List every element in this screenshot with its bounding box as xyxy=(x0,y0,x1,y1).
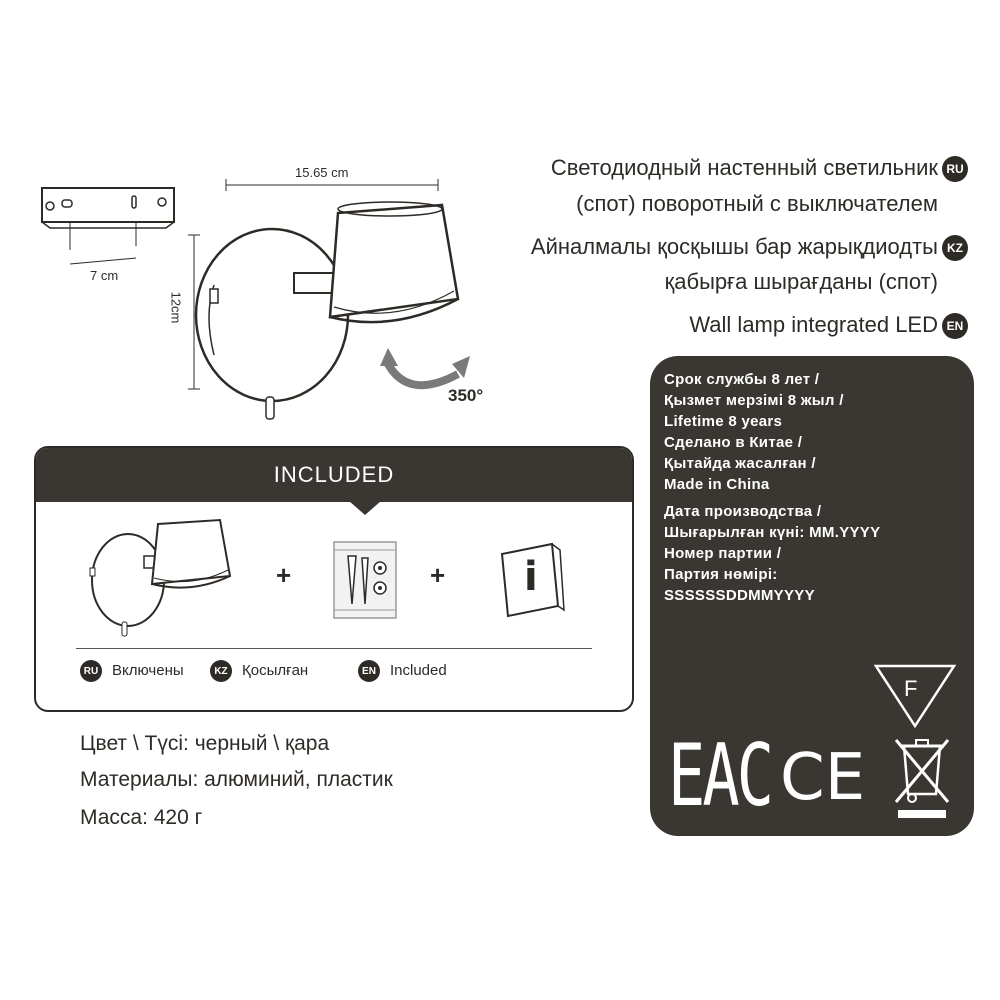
included-badge-ru: RU xyxy=(80,660,102,682)
panel-line-lifetime-en: Lifetime 8 years xyxy=(664,413,783,430)
included-label-ru: Включены xyxy=(112,662,184,679)
included-badge-kz: KZ xyxy=(210,660,232,682)
title-ru-line2: (спот) поворотный с выключателем xyxy=(576,191,938,216)
panel-line-batch-ru: Номер партии / xyxy=(664,545,782,562)
spec-materials: Материалы: алюминий, пластик xyxy=(80,768,393,791)
title-en-line1: Wall lamp integrated LED xyxy=(689,312,938,337)
panel-line-origin-ru: Сделано в Китае / xyxy=(664,434,803,451)
included-badge-en: EN xyxy=(358,660,380,682)
weee-bin-icon xyxy=(892,736,952,822)
included-box xyxy=(34,446,634,712)
title-kz-line1: Айналмалы қосқышы бар жарықдиодты xyxy=(530,234,938,259)
panel-line-origin-kz: Қытайда жасалған / xyxy=(664,455,816,472)
panel-line-batch-kz: Партия нөмірі: xyxy=(664,566,778,583)
title-kz-line2: қабырға шырағданы (спот) xyxy=(664,269,938,294)
panel-line-origin-en: Made in China xyxy=(664,476,770,493)
spec-color: Цвет \ Түсі: черный \ қара xyxy=(80,732,330,755)
included-label-en: Included xyxy=(390,662,447,679)
lamp-width-label: 15.65 cm xyxy=(295,165,349,180)
included-header-notch xyxy=(349,501,381,515)
plus-sign-2: + xyxy=(430,560,446,590)
panel-line-batch-format: SSSSSSDDMMYYYY xyxy=(664,587,815,604)
f-mark-label: F xyxy=(904,676,918,701)
included-lamp-icon xyxy=(86,514,236,644)
included-header xyxy=(36,448,632,502)
badge-ru: RU xyxy=(942,156,968,182)
included-title: INCLUDED xyxy=(273,462,395,487)
eac-icon: EAC xyxy=(668,726,772,826)
included-label-kz: Қосылған xyxy=(242,662,309,679)
bracket-width-label: 7 cm xyxy=(90,268,119,283)
wall-bracket-icon xyxy=(36,180,186,270)
badge-kz: KZ xyxy=(942,235,968,261)
panel-line-lifetime-ru: Срок службы 8 лет / xyxy=(664,371,820,388)
rotation-angle-label: 350° xyxy=(448,386,484,405)
panel-line-date-kz: Шығарылған күні: MM.YYYY xyxy=(664,524,881,541)
lamp-height-label: 12cm xyxy=(168,291,184,324)
plus-sign-1: + xyxy=(276,560,292,590)
panel-line-lifetime-kz: Қызмет мерзімі 8 жыл / xyxy=(664,392,844,409)
title-ru-line1: Светодиодный настенный светильник xyxy=(550,155,938,180)
panel-line-date-ru: Дата производства / xyxy=(664,503,822,520)
badge-en: EN xyxy=(942,313,968,339)
spec-mass: Масса: 420 г xyxy=(80,806,203,829)
ce-icon: CE xyxy=(780,741,866,815)
included-divider xyxy=(76,648,592,649)
booklet-info-symbol: i xyxy=(524,554,538,600)
screws-pack-icon xyxy=(332,540,398,620)
